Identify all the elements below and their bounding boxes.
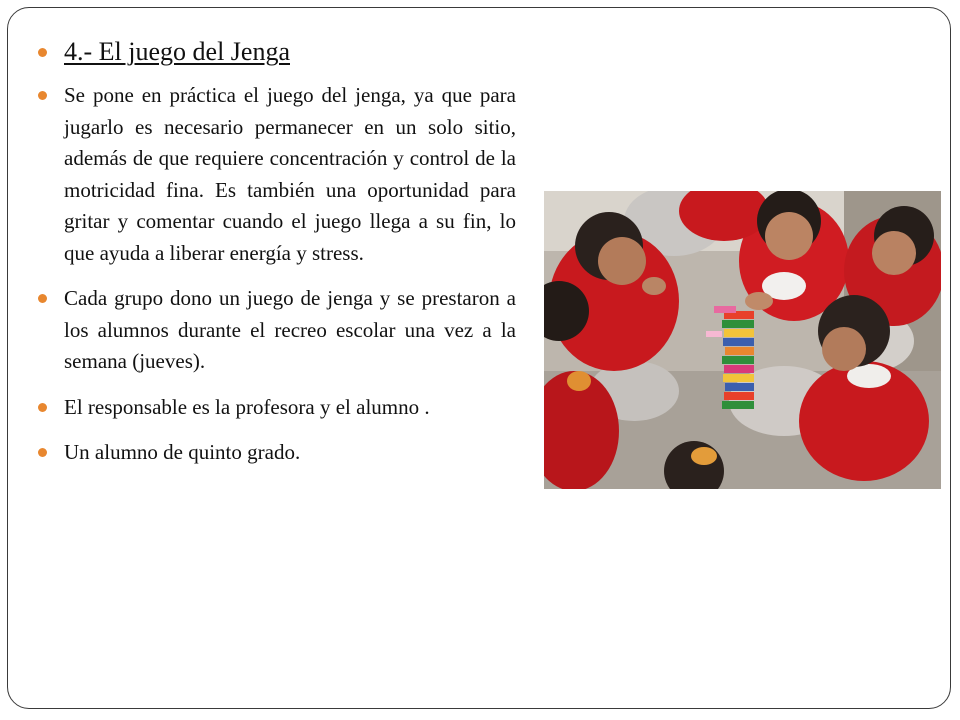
photo-illustration — [544, 191, 941, 489]
slide-title-row — [38, 34, 516, 70]
bullet-item — [38, 283, 516, 378]
bullet-text: Un alumno de quinto grado. — [64, 440, 301, 464]
bullet-icon — [38, 294, 47, 303]
children-jenga-photo — [544, 191, 941, 489]
slide-title: 4.- El juego del Jenga — [64, 37, 290, 66]
bullet-item — [38, 392, 516, 424]
slide-content — [38, 34, 516, 483]
bullet-icon — [38, 448, 47, 457]
bullet-item — [38, 437, 516, 469]
bullet-item — [38, 80, 516, 269]
bullet-icon — [38, 403, 47, 412]
bullet-icon — [38, 91, 47, 100]
bullet-text: Se pone en práctica el juego del jenga, ya que para jugarlo es necesario permanecer en un solo sitio, además de que requiere concentración y control de la motricidad fina. Es también una oportunidad para gritar y comentar cuando el juego llega a su fin, lo que ayuda a liberar energía y stress. — [64, 83, 516, 265]
bullet-icon — [38, 48, 47, 57]
bullet-text: Cada grupo dono un juego de jenga y se prestaron a los alumnos durante el recreo escolar una vez a la semana (jueves). — [64, 286, 516, 373]
bullet-text: El responsable es la profesora y el alumno . — [64, 394, 430, 419]
